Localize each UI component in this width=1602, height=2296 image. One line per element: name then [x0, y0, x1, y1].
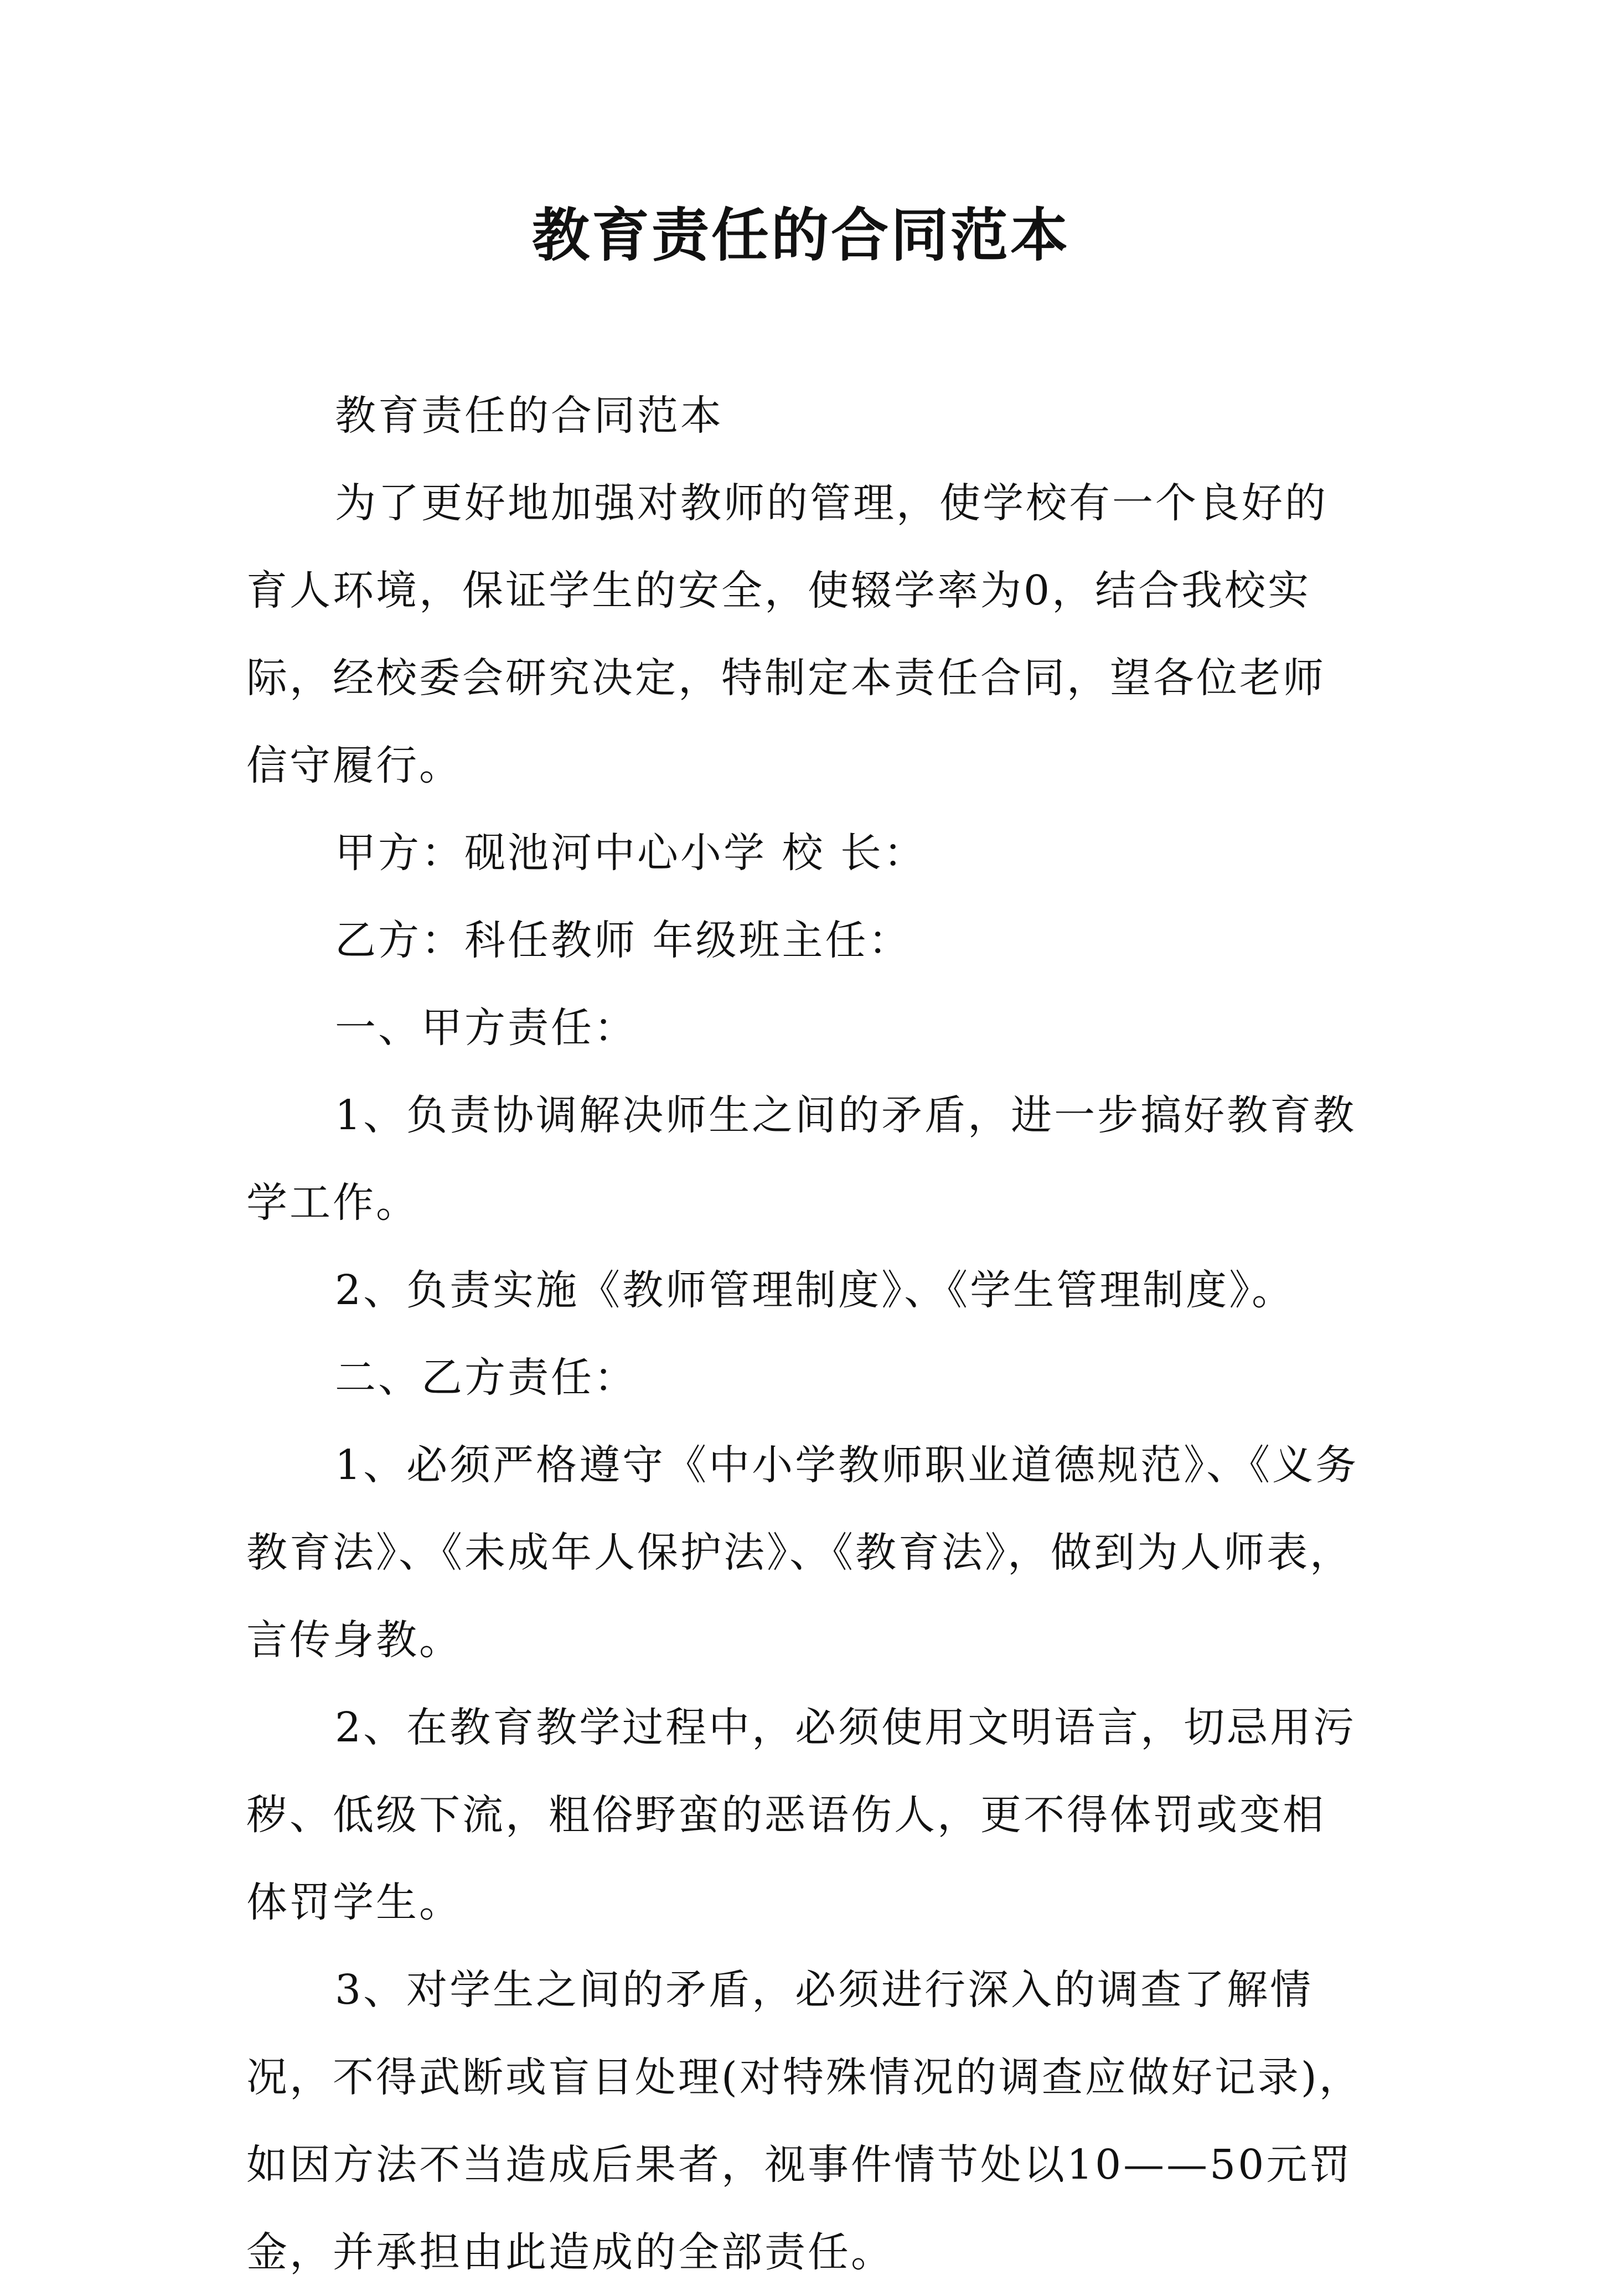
section-heading-party-b-duties: 二、乙方责任： — [335, 1354, 637, 1402]
paragraph-party-b-duty-2: 2、在教育教学过程中，必须使用文明语言，切忌用污秽、低级下流，粗俗野蛮的恶语伤人，更不得体罚或变相体罚学生。 — [246, 1704, 1357, 1926]
paragraph-party-a-duty-2: 2、负责实施《教师管理制度》、《学生管理制度》。 — [335, 1266, 1295, 1314]
paragraph-party-a: 甲方：砚池河中心小学 校 长： — [335, 829, 927, 877]
document-body — [246, 372, 1365, 2296]
document-title: 教育责任的合同范本 — [531, 201, 1070, 269]
paragraph-party-a-duty-1: 1、负责协调解决师生之间的矛盾，进一步搞好教育教学工作。 — [246, 1092, 1357, 1227]
paragraph-party-b-duty-3: 3、对学生之间的矛盾，必须进行深入的调查了解情况，不得武断或盲目处理(对特殊情况的调查应做好记录)，如因方法不当造成后果者，视事件情节处以10——50元罚金，并承担由此造成的全部责任。 — [246, 1966, 1362, 2276]
section-heading-party-a-duties: 一、甲方责任： — [335, 1004, 637, 1052]
paragraph-party-b: 乙方：科任教师 年级班主任： — [335, 917, 912, 964]
paragraph-intro: 为了更好地加强对教师的管理，使学校有一个良好的育人环境，保证学生的安全，使辍学率为0，结合我校实际，经校委会研究决定，特制定本责任合同，望各位老师信守履行。 — [246, 479, 1328, 789]
paragraph-subtitle: 教育责任的合同范本 — [335, 392, 724, 439]
paragraph-party-b-duty-1: 1、必须严格遵守《中小学教师职业道德规范》、《义务教育法》、《未成年人保护法》、《教育法》，做到为人师表，言传身教。 — [246, 1441, 1359, 1664]
